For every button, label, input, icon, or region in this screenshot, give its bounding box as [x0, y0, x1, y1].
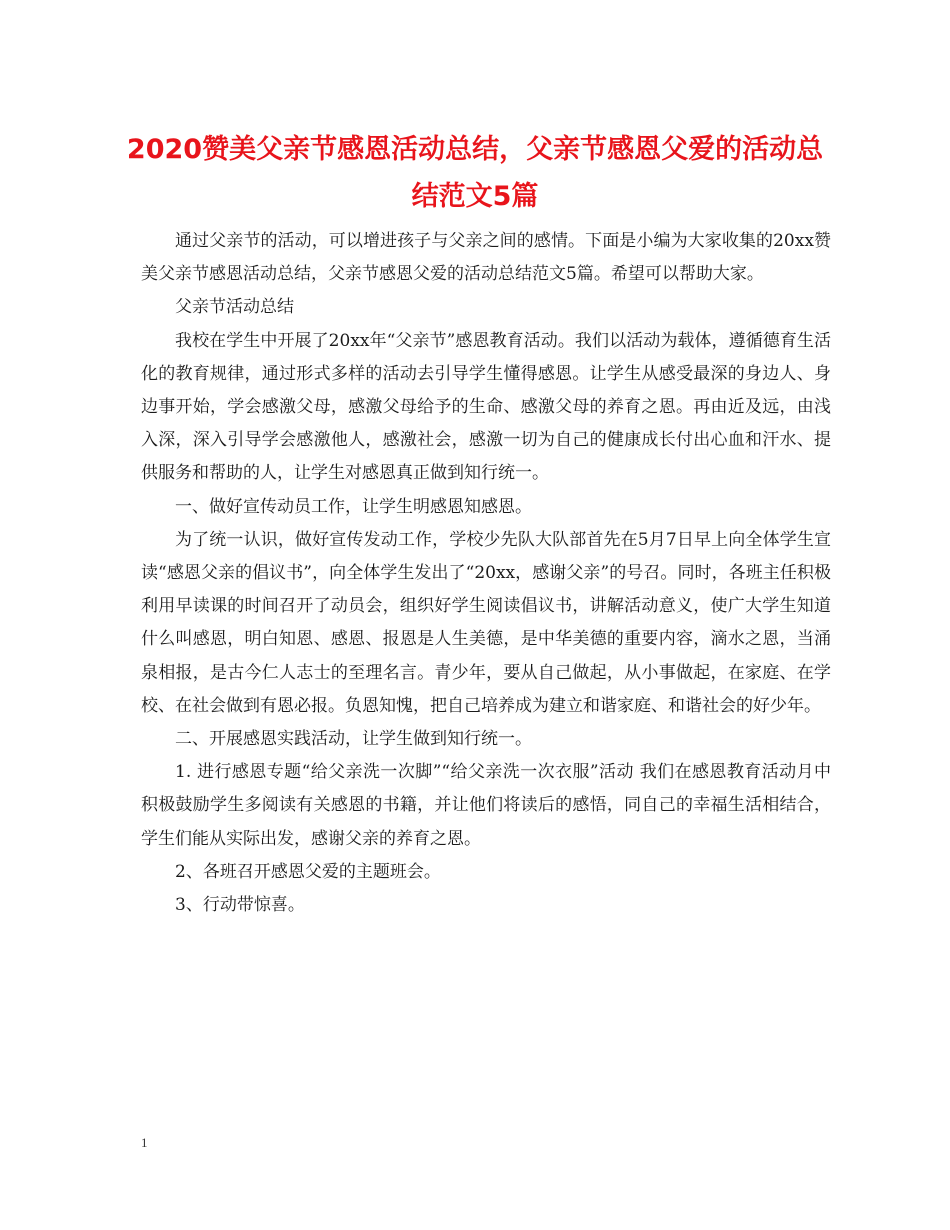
body-paragraph: 我校在学生中开展了20xx年“父亲节”感恩教育活动。我们以活动为载体，遵循德育生活化的教育规律，通过形式多样的活动去引导学生懂得感恩。让学生从感受最深的身边人、身边事开始，学会感激父母，感激父母给予的生命、感激父母的养育之恩。再由近及远，由浅入深，深入引导学会感激他人，感激社会，感激一切为自己的健康成长付出心血和汗水、提供服务和帮助的人，让学生对感恩真正做到知行统一。	[141, 330, 831, 484]
section-heading: 父亲节活动总结	[175, 297, 294, 318]
list-item: 3、行动带惊喜。	[175, 895, 305, 916]
section-heading: 二、开展感恩实践活动，让学生做到知行统一。	[175, 729, 532, 750]
body-paragraph: 为了统一认识，做好宣传发动工作，学校少先队大队部首先在5月7日早上向全体学生宣读“感恩父亲的倡议书”，向全体学生发出了“20xx，感谢父亲”的号召。同时，各班主任积极利用早读课的时间召开了动员会，组织好学生阅读倡议书，讲解活动意义，使广大学生知道什么叫感恩，明白知恩、感恩、报恩是人生美德，是中华美德的重要内容，滴水之恩，当涌泉相报，是古今仁人志士的至理名言。青少年，要从自己做起，从小事做起，在家庭、在学校、在社会做到有恩必报。负恩知愧，把自己培养成为建立和谐家庭、和谐社会的好少年。	[141, 529, 831, 716]
list-item: 2、各班召开感恩父爱的主题班会。	[175, 861, 441, 882]
document-title: 2020赞美父亲节感恩活动总结，父亲节感恩父爱的活动总结范文5篇	[126, 134, 824, 212]
section-heading: 一、做好宣传动员工作，让学生明感恩知感恩。	[175, 496, 532, 517]
document-body	[141, 225, 831, 922]
intro-paragraph: 通过父亲节的活动，可以增进孩子与父亲之间的感情。下面是小编为大家收集的20xx赞美父亲节感恩活动总结，父亲节感恩父爱的活动总结范文5篇。希望可以帮助大家。	[141, 231, 831, 285]
page-number: 1	[141, 1135, 148, 1150]
body-paragraph: 1. 进行感恩专题“给父亲洗一次脚”“给父亲洗一次衣服”活动 我们在感恩教育活动月中积极鼓励学生多阅读有关感恩的书籍，并让他们将读后的感悟，同自己的幸福生活相结合，学生们能从实际出发，感谢父亲的养育之恩。	[141, 762, 831, 849]
